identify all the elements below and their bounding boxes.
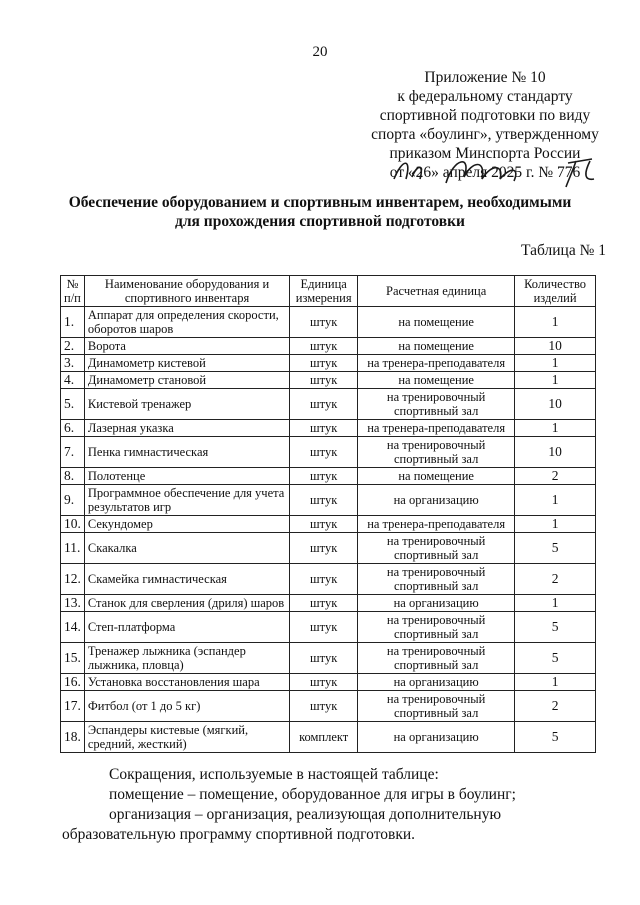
page-number: 20 <box>312 44 328 60</box>
appendix-line-4: спорта «боулинг», утвержденному <box>371 126 599 143</box>
cell-num: 10. <box>61 516 85 533</box>
header-calc: Расчетная единица <box>358 276 515 307</box>
cell-name: Кистевой тренажер <box>84 389 289 420</box>
cell-calc: на тренировочный спортивный зал <box>358 437 515 468</box>
cell-unit: штук <box>290 612 358 643</box>
cell-calc: на тренировочный спортивный зал <box>358 691 515 722</box>
cell-unit: штук <box>290 595 358 612</box>
cell-name: Станок для сверления (дриля) шаров <box>84 595 289 612</box>
table-header-row <box>61 276 596 307</box>
cell-qty: 1 <box>515 595 596 612</box>
notes-line-1: Сокращения, используемые в настоящей таблице: <box>109 766 439 783</box>
cell-calc: на помещение <box>358 307 515 338</box>
cell-num: 6. <box>61 420 85 437</box>
cell-unit: штук <box>290 468 358 485</box>
cell-name: Фитбол (от 1 до 5 кг) <box>84 691 289 722</box>
cell-calc: на тренера-преподавателя <box>358 355 515 372</box>
cell-num: 13. <box>61 595 85 612</box>
notes-line-2: помещение – помещение, оборудованное для игры в боулинг; <box>109 786 516 803</box>
cell-num: 18. <box>61 722 85 753</box>
cell-unit: штук <box>290 420 358 437</box>
cell-name: Скамейка гимнастическая <box>84 564 289 595</box>
order-date-line <box>340 163 630 182</box>
equipment-table <box>60 275 596 753</box>
cell-qty: 1 <box>515 516 596 533</box>
table-row <box>61 533 596 564</box>
table-caption: Таблица № 1 <box>521 242 606 259</box>
cell-name: Установка восстановления шара <box>84 674 289 691</box>
table-row <box>61 485 596 516</box>
cell-name: Динамометр кистевой <box>84 355 289 372</box>
cell-unit: штук <box>290 389 358 420</box>
cell-num: 11. <box>61 533 85 564</box>
cell-name: Скакалка <box>84 533 289 564</box>
cell-qty: 1 <box>515 485 596 516</box>
cell-calc: на тренировочный спортивный зал <box>358 612 515 643</box>
appendix-line-1: Приложение № 10 <box>424 69 546 86</box>
cell-calc: на тренировочный спортивный зал <box>358 564 515 595</box>
cell-unit: штук <box>290 437 358 468</box>
table-row <box>61 674 596 691</box>
cell-name: Ворота <box>84 338 289 355</box>
cell-num: 17. <box>61 691 85 722</box>
cell-qty: 10 <box>515 389 596 420</box>
cell-num: 12. <box>61 564 85 595</box>
table-row <box>61 516 596 533</box>
cell-calc: на тренера-преподавателя <box>358 420 515 437</box>
appendix-header <box>340 68 630 182</box>
appendix-line-5: приказом Минспорта России <box>389 145 581 162</box>
table-row <box>61 307 596 338</box>
header-num: № п/п <box>61 276 85 307</box>
order-date-text: от «26» апреля 2025 г. № 776 <box>389 164 581 181</box>
table-row <box>61 595 596 612</box>
cell-unit: штук <box>290 564 358 595</box>
cell-qty: 5 <box>515 722 596 753</box>
cell-unit: штук <box>290 372 358 389</box>
cell-qty: 5 <box>515 533 596 564</box>
table-row <box>61 437 596 468</box>
cell-name: Эспандеры кистевые (мягкий, средний, жесткий) <box>84 722 289 753</box>
cell-num: 7. <box>61 437 85 468</box>
cell-unit: штук <box>290 307 358 338</box>
table-row <box>61 643 596 674</box>
document-title <box>40 193 600 231</box>
cell-unit: штук <box>290 643 358 674</box>
cell-calc: на тренировочный спортивный зал <box>358 643 515 674</box>
cell-calc: на организацию <box>358 485 515 516</box>
cell-num: 9. <box>61 485 85 516</box>
cell-qty: 2 <box>515 564 596 595</box>
cell-qty: 1 <box>515 674 596 691</box>
cell-name: Полотенце <box>84 468 289 485</box>
abbreviations-notes <box>62 765 607 845</box>
cell-num: 2. <box>61 338 85 355</box>
table-body <box>61 307 596 753</box>
cell-name: Степ-платформа <box>84 612 289 643</box>
appendix-line-2: к федеральному стандарту <box>397 88 573 105</box>
cell-unit: штук <box>290 485 358 516</box>
title-line-2: для прохождения спортивной подготовки <box>175 213 465 230</box>
cell-qty: 10 <box>515 437 596 468</box>
cell-num: 16. <box>61 674 85 691</box>
cell-num: 1. <box>61 307 85 338</box>
cell-num: 14. <box>61 612 85 643</box>
appendix-line-3: спортивной подготовки по виду <box>379 107 591 124</box>
notes-line-3: организация – организация, реализующая дополнительную образовательную программу спортивной подготовки. <box>62 806 502 843</box>
cell-unit: штук <box>290 338 358 355</box>
cell-unit: комплект <box>290 722 358 753</box>
header-name: Наименование оборудования и спортивного инвентаря <box>84 276 289 307</box>
cell-unit: штук <box>290 355 358 372</box>
cell-num: 3. <box>61 355 85 372</box>
cell-unit: штук <box>290 533 358 564</box>
title-line-1: Обеспечение оборудованием и спортивным инвентарем, необходимыми <box>68 194 572 211</box>
table-row <box>61 420 596 437</box>
cell-name: Секундомер <box>84 516 289 533</box>
cell-calc: на организацию <box>358 674 515 691</box>
cell-calc: на помещение <box>358 468 515 485</box>
table-row <box>61 338 596 355</box>
cell-qty: 1 <box>515 420 596 437</box>
cell-num: 15. <box>61 643 85 674</box>
table-row <box>61 468 596 485</box>
cell-unit: штук <box>290 691 358 722</box>
cell-unit: штук <box>290 674 358 691</box>
cell-calc: на тренировочный спортивный зал <box>358 389 515 420</box>
table-row <box>61 355 596 372</box>
cell-name: Лазерная указка <box>84 420 289 437</box>
cell-qty: 5 <box>515 612 596 643</box>
table-row <box>61 372 596 389</box>
cell-unit: штук <box>290 516 358 533</box>
table-row <box>61 612 596 643</box>
cell-name: Аппарат для определения скорости, оборотов шаров <box>84 307 289 338</box>
cell-qty: 2 <box>515 691 596 722</box>
cell-qty: 1 <box>515 372 596 389</box>
cell-calc: на организацию <box>358 722 515 753</box>
table-row <box>61 564 596 595</box>
cell-calc: на организацию <box>358 595 515 612</box>
cell-name: Пенка гимнастическая <box>84 437 289 468</box>
cell-calc: на тренера-преподавателя <box>358 516 515 533</box>
cell-name: Тренажер лыжника (эспандер лыжника, пловца) <box>84 643 289 674</box>
cell-name: Динамометр становой <box>84 372 289 389</box>
cell-qty: 5 <box>515 643 596 674</box>
cell-num: 4. <box>61 372 85 389</box>
cell-qty: 1 <box>515 307 596 338</box>
cell-num: 5. <box>61 389 85 420</box>
cell-qty: 2 <box>515 468 596 485</box>
cell-num: 8. <box>61 468 85 485</box>
table-row <box>61 691 596 722</box>
header-qty: Количество изделий <box>515 276 596 307</box>
cell-qty: 10 <box>515 338 596 355</box>
cell-qty: 1 <box>515 355 596 372</box>
header-unit: Единица измерения <box>290 276 358 307</box>
cell-name: Программное обеспечение для учета результатов игр <box>84 485 289 516</box>
table-row <box>61 389 596 420</box>
table-row <box>61 722 596 753</box>
cell-calc: на помещение <box>358 372 515 389</box>
cell-calc: на тренировочный спортивный зал <box>358 533 515 564</box>
cell-calc: на помещение <box>358 338 515 355</box>
